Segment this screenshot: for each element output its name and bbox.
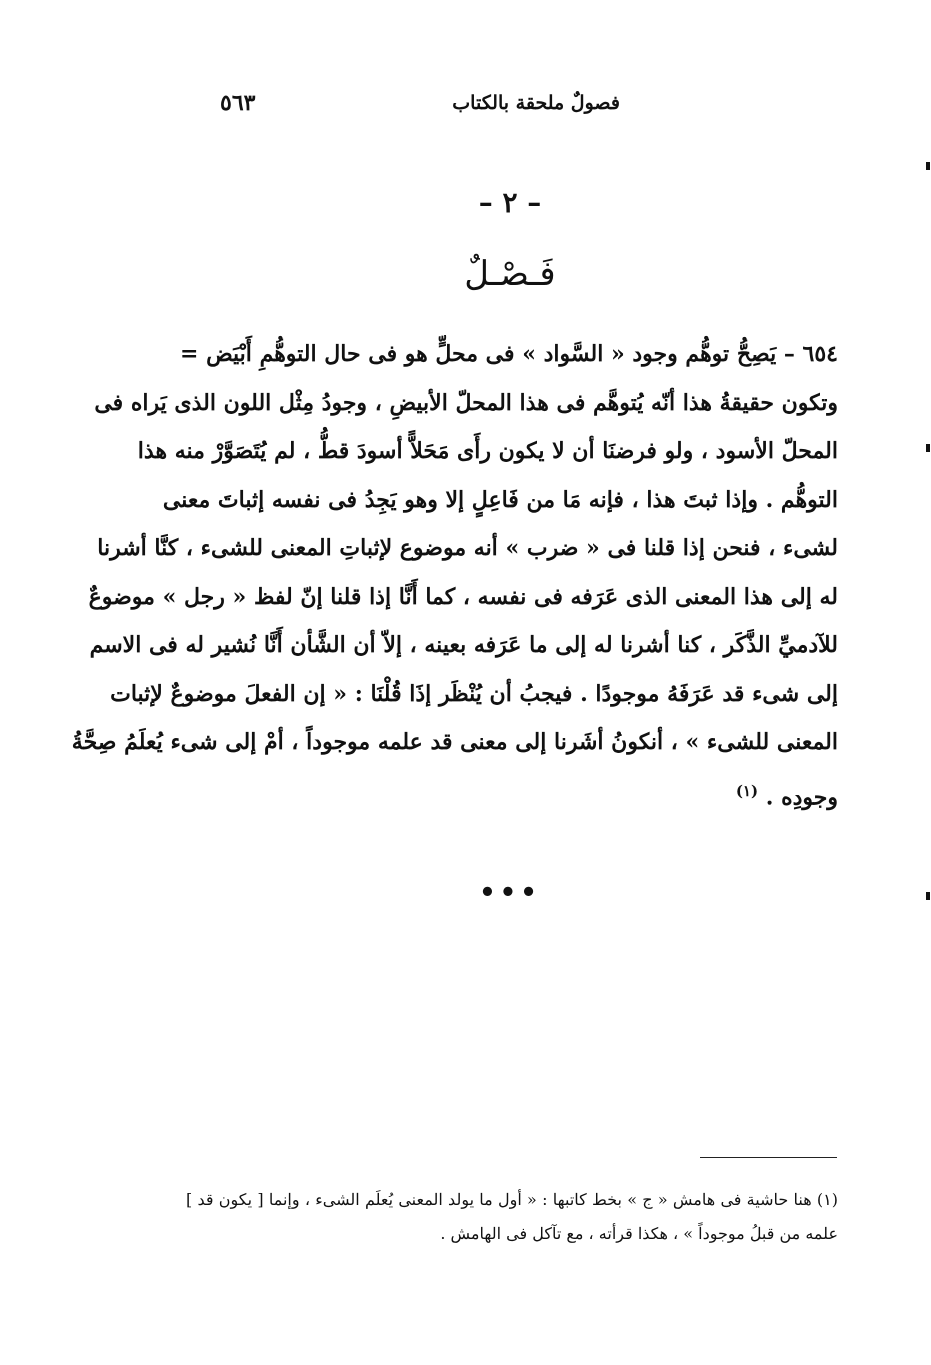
paragraph-line: للآدميِّ الذَّكَر ، كنا أشرنا له إلى ما عَرَفه بعينه ، إلاّ أن الشَّأن أَنَّا نُشير له فى الاسم [89, 632, 838, 658]
paragraph-line: إلى شىء قد عَرَفَهُ موجودًا . فيجبُ أن يُنْظَر إذَا قُلْنَا : « إن الفعلَ موضوعٌ لإثبات [110, 680, 838, 707]
section-heading: فَـصْـلٌ [464, 254, 556, 294]
footnote-reference: (١) [735, 781, 759, 800]
page-number: ٥٦٣ [220, 90, 256, 116]
section-number: – ٢ – [478, 186, 542, 219]
scan-edge-mark [926, 162, 930, 170]
scan-edge-mark [926, 444, 930, 452]
paragraph-line: المحلّ الأسود ، ولو فرضنَا أن لا يكون رأَى مَحَلاًّ أسودَ قطُّ ، لم يُتَصَوَّرْ منه هذا [137, 438, 838, 464]
paragraph-line: المعنى للشىء » ، أنكونُ أشَرنا إلى معنى قد علمه موجوداً ، أمْ إلى شىء يُعلَمُ صِحَّةُ [71, 729, 838, 755]
footnotes [186, 1183, 838, 1251]
main-paragraph [71, 330, 838, 815]
running-title: فصولٌ ملحقة بالكتاب [452, 92, 620, 114]
paragraph-line: ٦٥٤ – يَصِحُّ توهُّم وجود « السَّواد » فى محلٍّ هو فى حال التوهُّمِ أَبْيَض = [179, 341, 838, 367]
footnote-divider [700, 1157, 837, 1158]
page-header [200, 92, 620, 132]
paragraph-line: لشىء ، فنحن إذا قلنا فى « ضرب » أنه موضوع لإثباتِ المعنى للشىء ، كنَّا أشرنا [97, 535, 838, 561]
paragraph-line: وتكون حقيقةُ هذا أنّه يُتوهَّم فى هذا المحلّ الأبيضِ ، وجودُ مِثْل اللون الذى يَراه فى [94, 389, 838, 416]
section-separator: ••• [479, 878, 541, 908]
paragraph-line: التوهُّم . وإذا ثبتَ هذا ، فإنه مَا من فَاعِلٍ إلا وهو يَجِدُ فى نفسه إثباتَ معنى [162, 486, 838, 513]
paragraph-line: له إلى هذا المعنى الذى عَرَفه فى نفسه ، كما أَنَّا إذا قلنا إنّ لفظ « رجل » موضوعٌ [88, 583, 838, 610]
paragraph-line: وجودِه . [765, 783, 838, 810]
footnote-line: (١) هنا حاشية فى هامش « ج » بخط كاتبها : « أول ما يولد المعنى يُعلَم الشىء ، وإنما [ يكون قد ] [186, 1190, 838, 1209]
paragraph-last-line [186, 767, 838, 816]
scan-edge-mark [926, 892, 930, 900]
footnote-line: علمه من قبلُ موجوداً » ، هكذا قرأته ، مع تآكل فى الهامش . [440, 1224, 838, 1243]
